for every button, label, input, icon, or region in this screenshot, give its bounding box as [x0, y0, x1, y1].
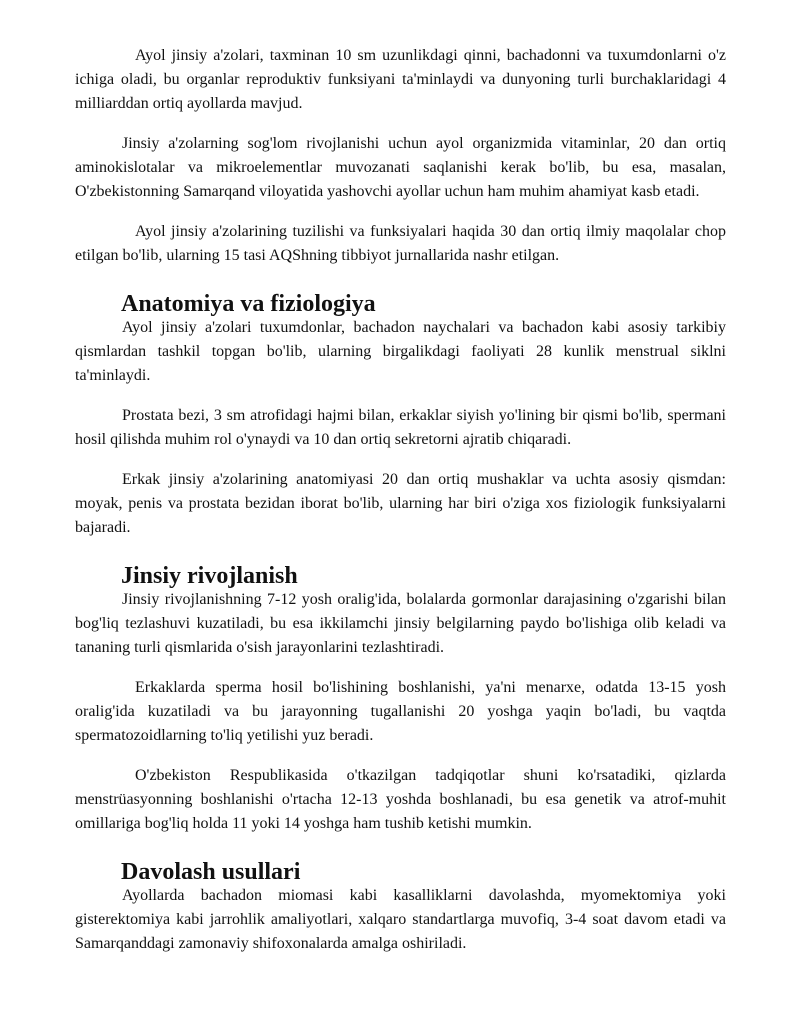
anatomy-paragraph-1: Ayol jinsiy a'zolari tuxumdonlar, bachadon naychalari va bachadon kabi asosiy tarkibiy qismlardan tashkil topgan bo'lib, ularning birgalikdagi faoliyati 28 kunlik menstrual siklni ta'minlaydi.	[75, 319, 726, 384]
anatomy-paragraph-3: Erkak jinsiy a'zolarining anatomiyasi 20 dan ortiq mushaklar va uchta asosiy qismdan: moyak, penis va prostata bezidan iborat bo'lib, ularning har biri o'ziga xos fiziologik funksiyalarni bajaradi.	[75, 471, 726, 536]
intro-paragraph-3: Ayol jinsiy a'zolarining tuzilishi va funksiyalari haqida 30 dan ortiq ilmiy maqolalar chop etilgan bo'lib, ularning 15 tasi AQShning tibbiyot jurnallarida nashr etilgan.	[75, 223, 726, 264]
section-heading-treatment: Davolash usullari	[121, 859, 301, 885]
development-paragraph-1: Jinsiy rivojlanishning 7-12 yosh oralig'ida, bolalarda gormonlar darajasining o'zgarishi bilan bog'liq tezlashuvi kuzatiladi, bu esa ikkilamchi jinsiy belgilarning paydo bo'lishiga olib keladi va tananing turli qismlarida o'sish jarayonlarini tezlashtiradi.	[75, 591, 726, 656]
document-page	[75, 44, 726, 972]
intro-paragraph-1: Ayol jinsiy a'zolari, taxminan 10 sm uzunlikdagi qinni, bachadonni va tuxumdonlarni o'z ichiga oladi, bu organlar reproduktiv funksiyani ta'minlaydi va dunyoning turli burchaklaridagi 4 milliarddan ortiq ayollarda mavjud.	[75, 47, 726, 112]
development-paragraph-3: O'zbekiston Respublikasida o'tkazilgan tadqiqotlar shuni ko'rsatadiki, qizlarda menstrüasyonning boshlanishi o'rtacha 12-13 yoshda boshlanadi, bu esa genetik va atrof-muhit omillariga bog'liq holda 11 yoki 14 yoshga ham tushib ketishi mumkin.	[75, 767, 726, 832]
intro-paragraph-2: Jinsiy a'zolarning sog'lom rivojlanishi uchun ayol organizmida vitaminlar, 20 dan ortiq aminokislotalar va mikroelementlar muvozanati saqlanishi kerak bo'lib, bu esa, masalan, O'zbekistonning Samarqand viloyatida yashovchi ayollar uchun ham muhim ahamiyat kasb etadi.	[75, 135, 726, 200]
section-heading-development: Jinsiy rivojlanish	[121, 563, 298, 589]
anatomy-paragraph-2: Prostata bezi, 3 sm atrofidagi hajmi bilan, erkaklar siyish yo'lining bir qismi bo'lib, spermani hosil qilishda muhim rol o'ynaydi va 10 dan ortiq sekretorni ajratib chiqaradi.	[75, 407, 726, 448]
section-heading-anatomy: Anatomiya va fiziologiya	[121, 291, 376, 317]
development-paragraph-2: Erkaklarda sperma hosil bo'lishining boshlanishi, ya'ni menarxe, odatda 13-15 yosh oralig'ida kuzatiladi va bu jarayonning tugallanishi 20 yoshga yaqin bo'ladi, bu vaqtda spermatozoidlarning to'liq yetilishi yuz beradi.	[75, 679, 726, 744]
treatment-paragraph-1: Ayollarda bachadon miomasi kabi kasalliklarni davolashda, myomektomiya yoki gisterektomiya kabi jarrohlik amaliyotlari, xalqaro standartlarga muvofiq, 3-4 soat davom etadi va Samarqanddagi zamonaviy shifoxonalarda amalga oshiriladi.	[75, 887, 726, 952]
